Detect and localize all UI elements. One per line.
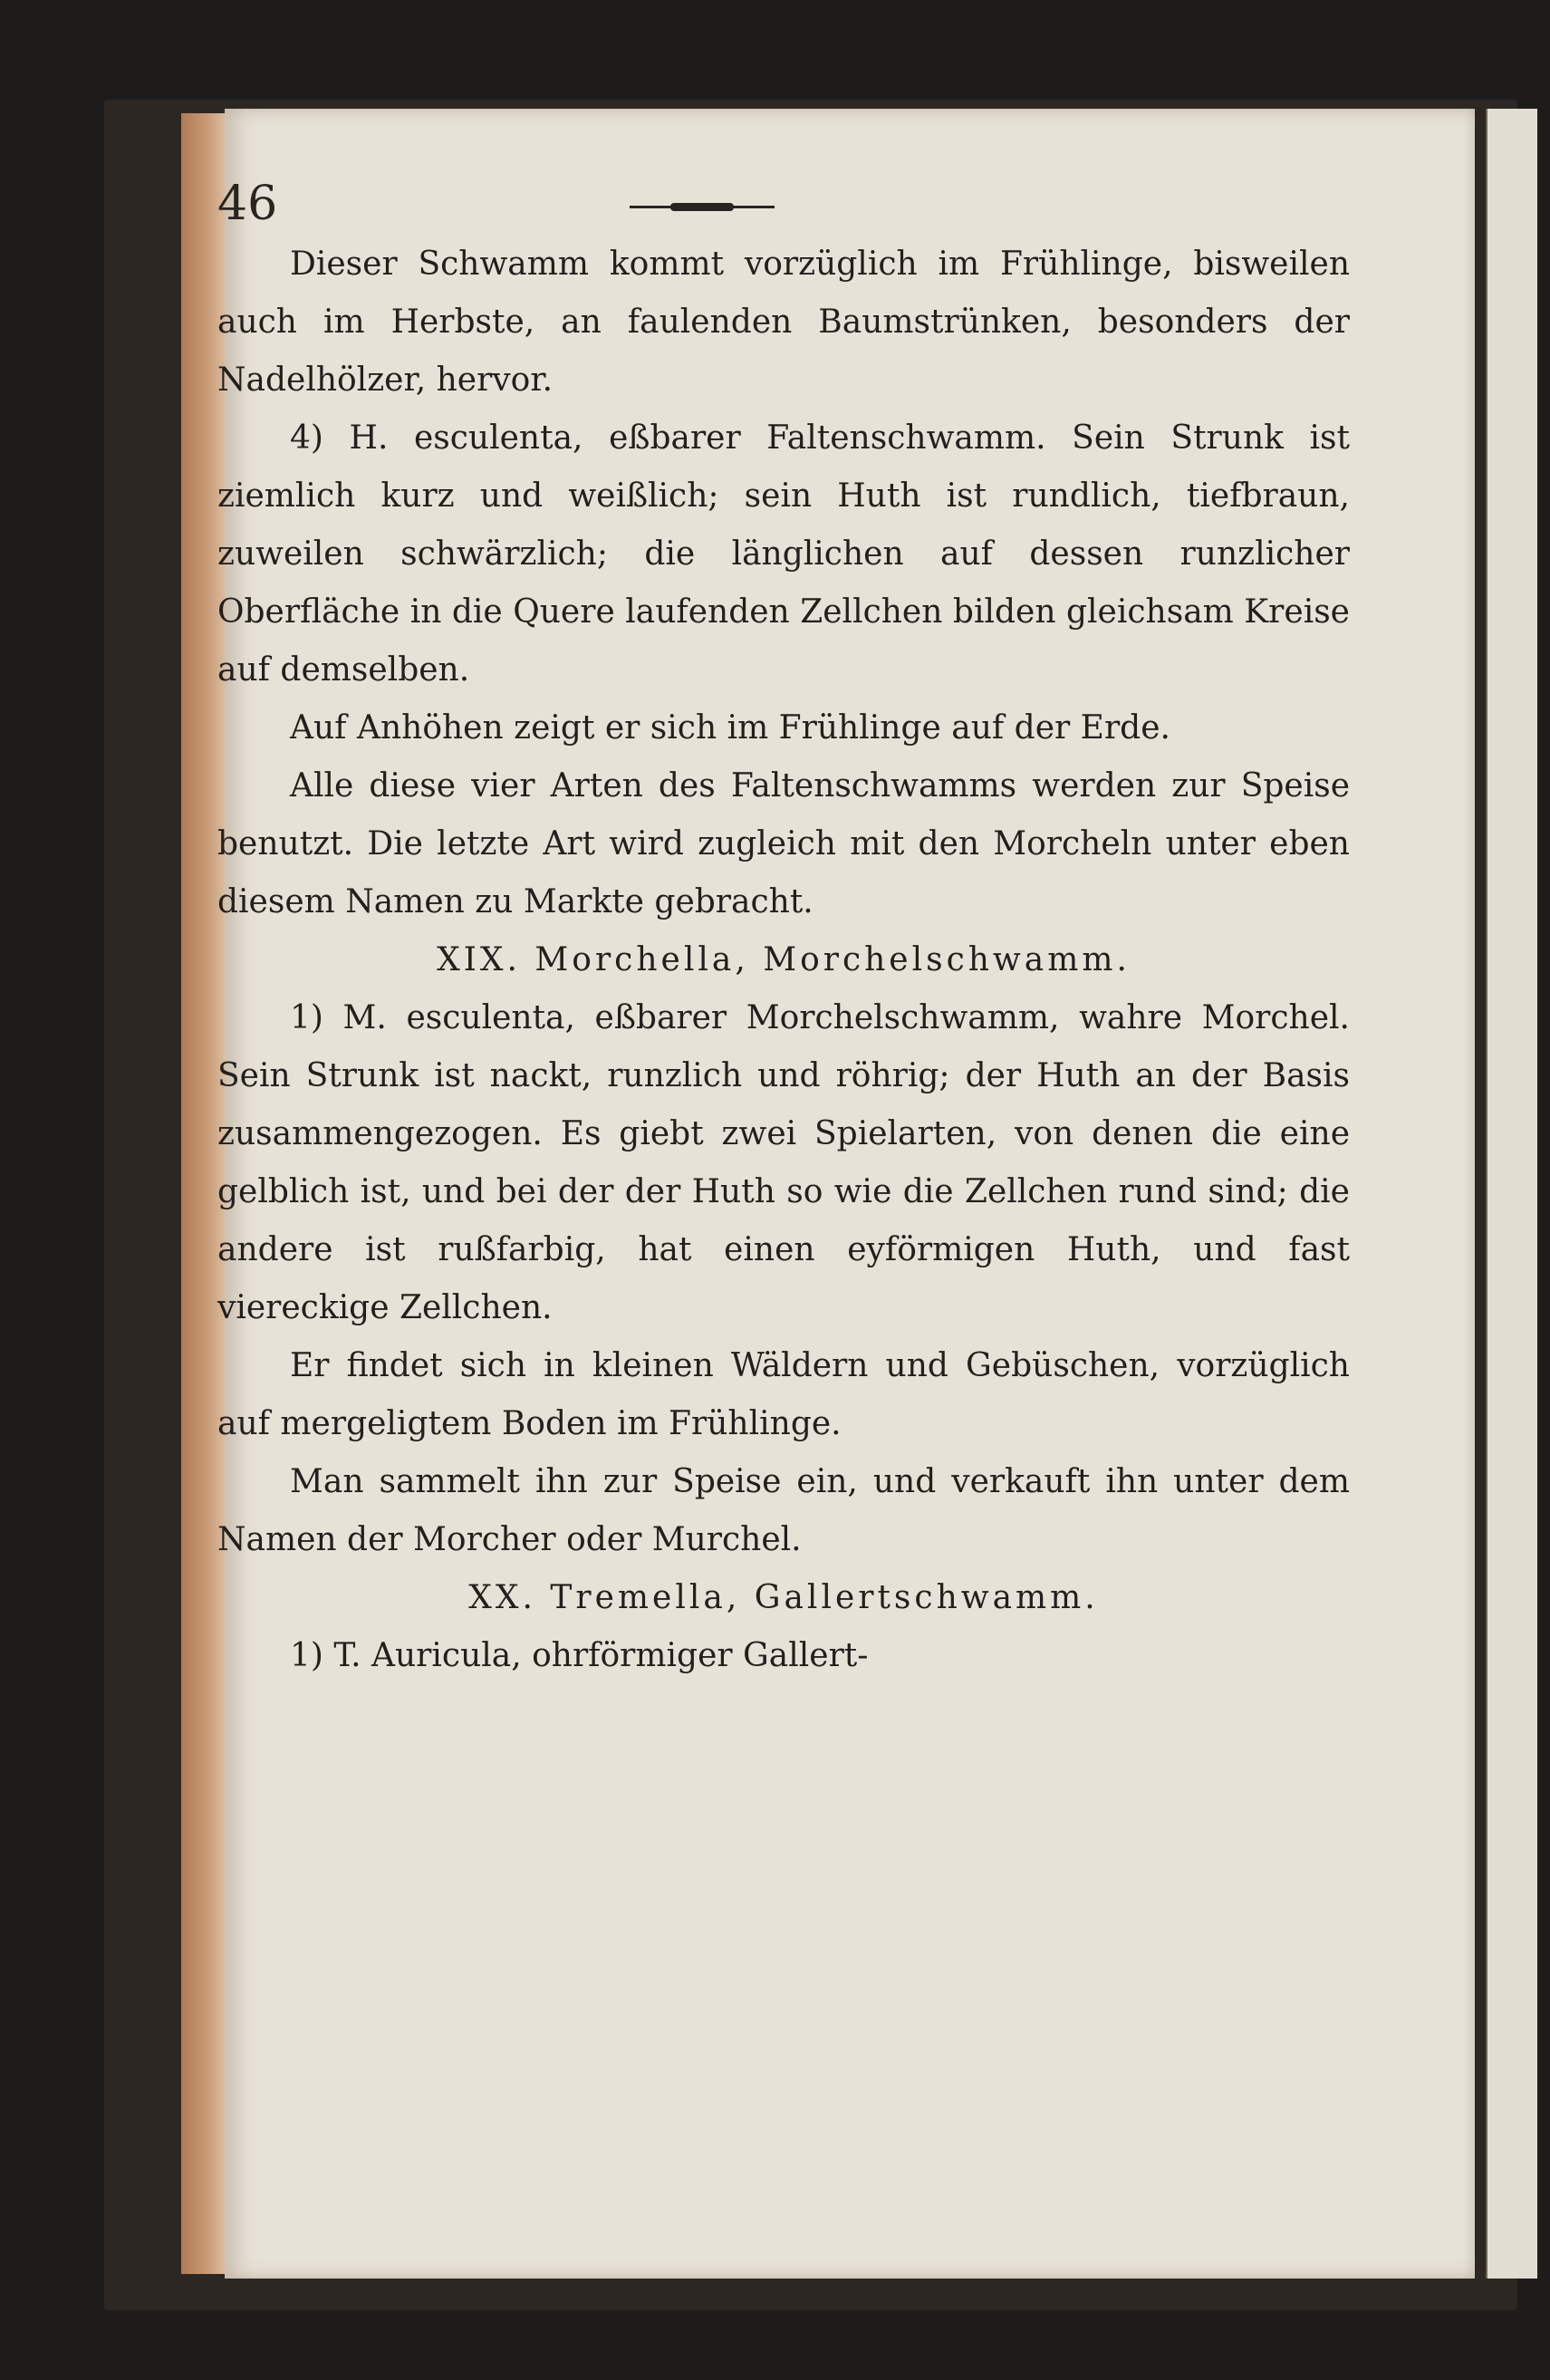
paragraph-1: Dieser Schwamm kommt vorzüglich im Frühlinge, bisweilen auch im Herbste, an faulenden Baumstrünken, besonders der Nadelhölzer, hervor. bbox=[217, 246, 1350, 399]
paragraph-6: Er findet sich in kleinen Wäldern und Gebüschen, vorzüglich auf mergeligtem Boden im Frühlinge. bbox=[217, 1347, 1350, 1442]
header-ornament bbox=[630, 204, 775, 209]
paragraph-5: 1) M. esculenta, eßbarer Morchelschwamm, wahre Morchel. Sein Strunk ist nackt, runzlich und röhrig; der Huth an der Basis zusammengezogen. Es giebt zwei Spielarten, von denen die eine gelblich ist, und bei der der Huth so wie die Zellchen rund sind; die andere ist rußfarbig, hat einen eyförmigen Huth, und fast viereckige Zellchen. bbox=[217, 999, 1350, 1326]
paragraph-4: Alle diese vier Arten des Faltenschwamms werden zur Speise benutzt. Die letzte Art wird zugleich mit den Morcheln unter eben diesem Namen zu Markte gebracht. bbox=[217, 767, 1350, 920]
paragraph-2: 4) H. esculenta, eßbarer Faltenschwamm. Sein Strunk ist ziemlich kurz und weißlich; sein Huth ist rundlich, tiefbraun, zuweilen schwärzlich; die länglichen auf dessen runzlicher Oberfläche in die Quere laufenden Zellchen bilden gleichsam Kreise auf demselben. bbox=[217, 419, 1350, 689]
paragraph-8: 1) T. Auricula, ohrförmiger Gallert- bbox=[290, 1637, 869, 1674]
paragraph-3: Auf Anhöhen zeigt er sich im Frühlinge auf der Erde. bbox=[290, 709, 1170, 747]
page-text bbox=[217, 236, 1350, 1685]
section-heading-morchella: XIX. Morchella, Morchelschwamm. bbox=[437, 941, 1131, 978]
page-number: 46 bbox=[217, 177, 278, 231]
section-heading-tremella: XX. Tremella, Gallertschwamm. bbox=[468, 1579, 1099, 1616]
paragraph-7: Man sammelt ihn zur Speise ein, und verkauft ihn unter dem Namen der Morcher oder Murchel. bbox=[217, 1463, 1350, 1558]
next-page-strip bbox=[1486, 109, 1537, 2279]
